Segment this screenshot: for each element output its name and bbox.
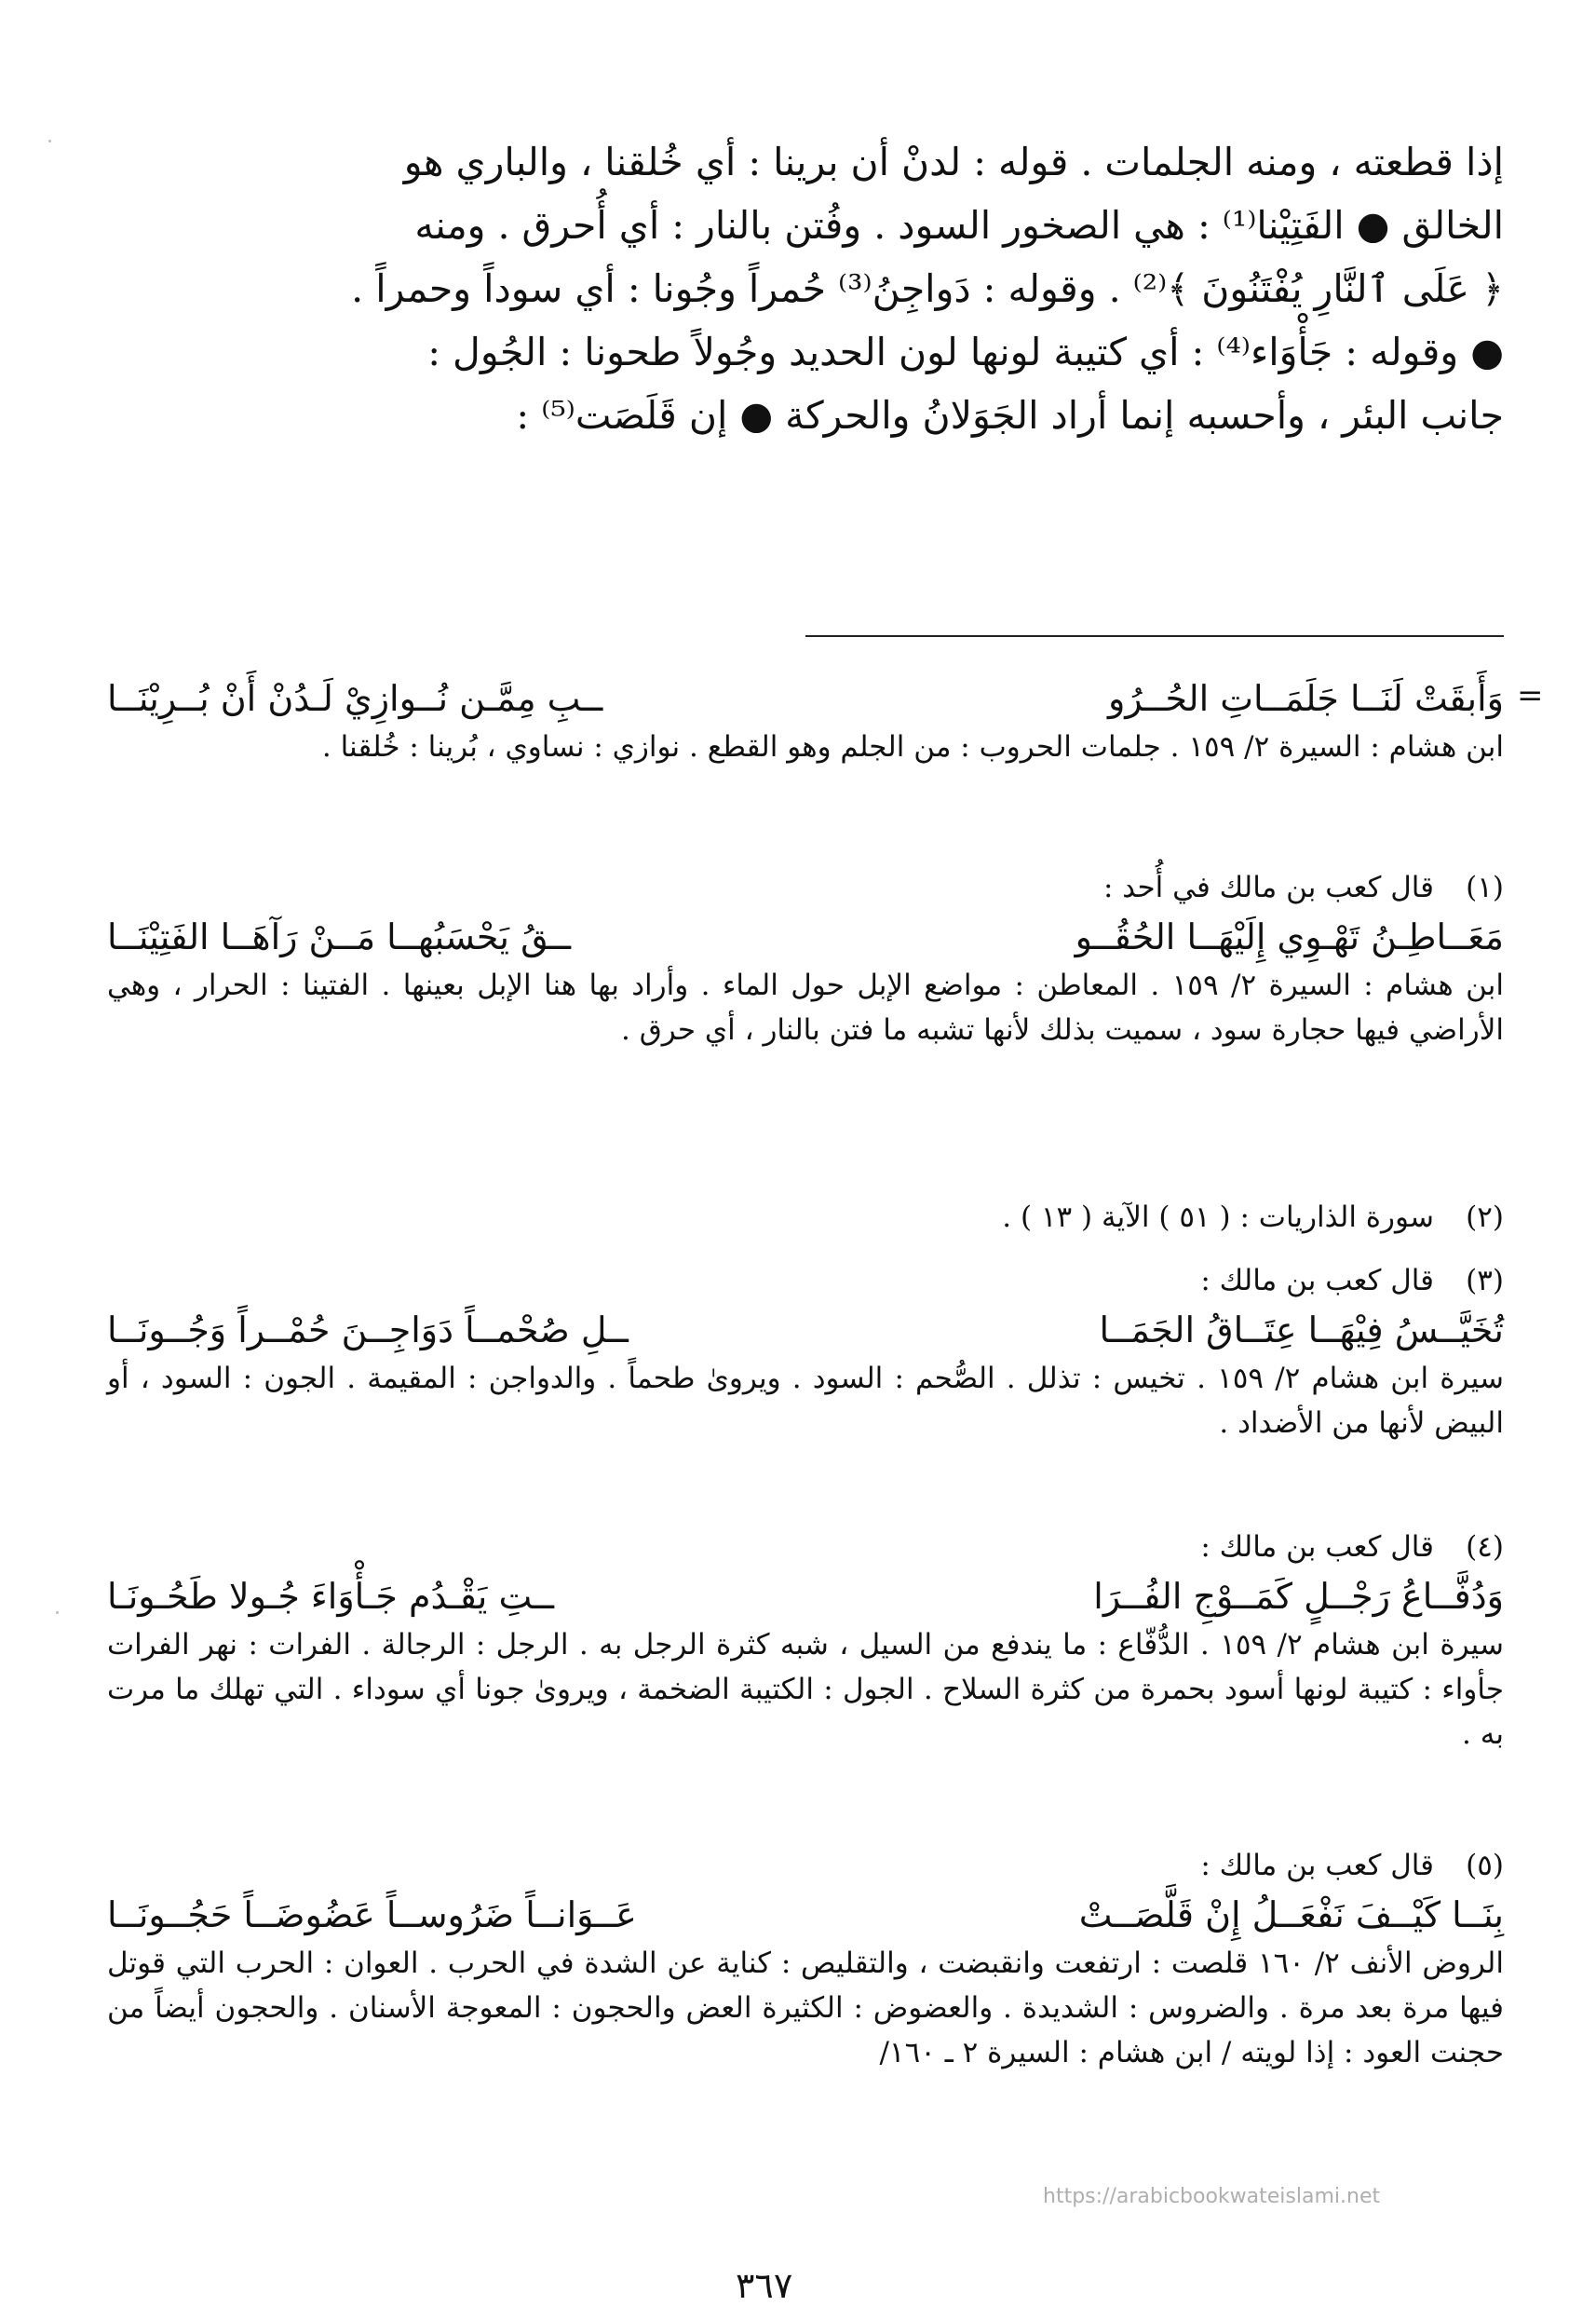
footnote-note: ابن هشام : السيرة ٢/ ١٥٩ . جلمات الحروب : من الجلم وهو القطع . نوازي : نساوي ، بُرينا : خُلقنا .: [321, 730, 1504, 764]
footnote-number: (٤): [1466, 1530, 1504, 1564]
verse: [107, 672, 1504, 725]
verse-hemistich-second: عَــوَانــاً ضَرُوســاً عَضُوضَــاً حَجُــونَــا: [107, 1894, 637, 1935]
verse: [107, 1570, 1504, 1622]
footnote-5: [107, 1842, 1504, 2075]
main-text: [102, 130, 1504, 447]
verse: [107, 1889, 1504, 1941]
footnote-1: [107, 864, 1504, 1052]
main-line: إذا قطعته ، ومنه الجلمات . قوله : لدنْ أن برينا : أي خُلقنا ، والباري هو: [403, 140, 1504, 184]
footnote-number: (٢): [1466, 1200, 1504, 1234]
footnote-4: [107, 1524, 1504, 1757]
verse-hemistich-first: وَأَبقَتْ لَنَــا جَلَمَــاتِ الحُــرُو: [1107, 678, 1504, 719]
footnote-head: قال كعب بن مالك :: [1200, 1530, 1434, 1564]
verse: [107, 911, 1504, 963]
verse-hemistich-first: مَعَــاطِـنُ تَهْـوِي إِلَيْهَــا الحُقُــو: [1075, 916, 1504, 957]
main-line: ● وقوله : جَأْوَاء⁽⁴⁾ : أي كتيبة لونها لون الحديد وجُولاً طحونا : الجُول :: [427, 330, 1504, 374]
verse-hemistich-second: ــقُ يَحْسَبُهــا مَــنْ رَآهَــا الفَتِيْنَــا: [107, 916, 572, 957]
footnote-3: [107, 1257, 1504, 1445]
footnote-note: سيرة ابن هشام ٢/ ١٥٩ . الدُّفّاع : ما يندفع من السيل ، شبه كثرة الرجل به . الرجل : الرجالة . الفرات : نهر الفرات جأواء : كتيبة لونها أسود بحمرة من كثرة السلاح . الجول : الكتيبة الضخمة ، ويروىٰ جونا أي سوداء . التي تهلك ما مرت به .: [107, 1628, 1504, 1751]
footnote-head: قال كعب بن مالك في أُحد :: [1102, 871, 1434, 904]
footnote-2: [107, 1194, 1504, 1241]
main-line: جانب البئر ، وأحسبه إنما أراد الجَوَلانُ والحركة ● إن قَلَصَت⁽⁵⁾ :: [516, 393, 1504, 438]
footnote-separator: [805, 635, 1504, 637]
footnote-head: قال كعب بن مالك :: [1200, 1849, 1434, 1882]
footnote-number: (١): [1466, 871, 1504, 904]
scan-speck: [56, 1611, 59, 1614]
verse-hemistich-second: ــتِ يَقْـدُم جَـأْوَاءَ جُـولا طَحُـونَـا: [107, 1576, 555, 1617]
footnote-number: (٥): [1466, 1849, 1504, 1882]
verse-hemistich-second: ــلِ صُحْمــاً دَوَاجِــنَ حُمْــراً وَجُــونَــا: [107, 1309, 629, 1350]
main-line: الخالق ● الفَتِيْنا⁽¹⁾ : هي الصخور السود . وفُتن بالنار : أي أُحرق . ومنه: [414, 203, 1504, 248]
footnote-number: (٣): [1466, 1264, 1504, 1297]
footnote-note: سيرة ابن هشام ٢/ ١٥٩ . تخيس : تذلل . الصُّحم : السود . ويروىٰ طحماً . والدواجن : المقيمة . الجون : السود ، أو البيض لأنها من الأضداد .: [107, 1362, 1504, 1440]
verse-hemistich-second: ــبِ مِمَّـن نُــوازِيْ لَـدُنْ أَنْ بُــرِيْنَــا: [107, 678, 603, 719]
verse-hemistich-first: تُخَيَّــسُ فِيْهَــا عِتَــاقُ الجَمَــا: [1099, 1309, 1504, 1350]
footnote-head: سورة الذاريات : ( ٥١ ) الآية ( ١٣ ) .: [1002, 1200, 1434, 1234]
verse-hemistich-first: وَدُفَّــاعُ رَجْــلٍ كَمَــوْجِ الفُــرَا: [1093, 1576, 1504, 1617]
scan-speck: [48, 140, 51, 142]
verse: [107, 1304, 1504, 1356]
footnote-note: الروض الأنف ٢/ ١٦٠ قلصت : ارتفعت وانقبضت ، والتقليص : كناية عن الشدة في الحرب . العوان : الحرب التي قوتل فيها مرة بعد مرة . والضروس : الشديدة . والعضوض : الكثيرة العض والحجون : المعوجة الأسنان . والحجون أيضاً من حجنت العود : إذا لويته / ابن هشام : السيرة ٢ ـ ١٦٠/: [107, 1947, 1504, 2069]
footnote-head: قال كعب بن مالك :: [1200, 1264, 1434, 1297]
page-number: ٣٦٧: [736, 2265, 793, 2306]
footnote-continuation: [107, 672, 1504, 769]
footnote-note: ابن هشام : السيرة ٢/ ١٥٩ . المعاطن : مواضع الإبل حول الماء . وأراد بها هنا الإبل بعينها . الفتينا : الحرار ، وهي الأراضي فيها حجارة سود ، سميت بذلك لأنها تشبه ما فتن بالنار ، أي حرق .: [107, 969, 1504, 1047]
continuation-mark: =: [1517, 677, 1544, 714]
main-line: ﴿ عَلَى ٱلنَّارِ يُفْتَنُونَ ﴾⁽²⁾ . وقوله : دَواجِنُ⁽³⁾ حُمراً وجُونا : أي سوداً وحمراً .: [351, 266, 1504, 311]
verse-hemistich-first: بِنَــا كَيْــفَ نَفْعَــلُ إِنْ قَلَّصَــتْ: [1078, 1894, 1504, 1935]
watermark: https://arabicbookwateislami.net: [1043, 2185, 1381, 2208]
